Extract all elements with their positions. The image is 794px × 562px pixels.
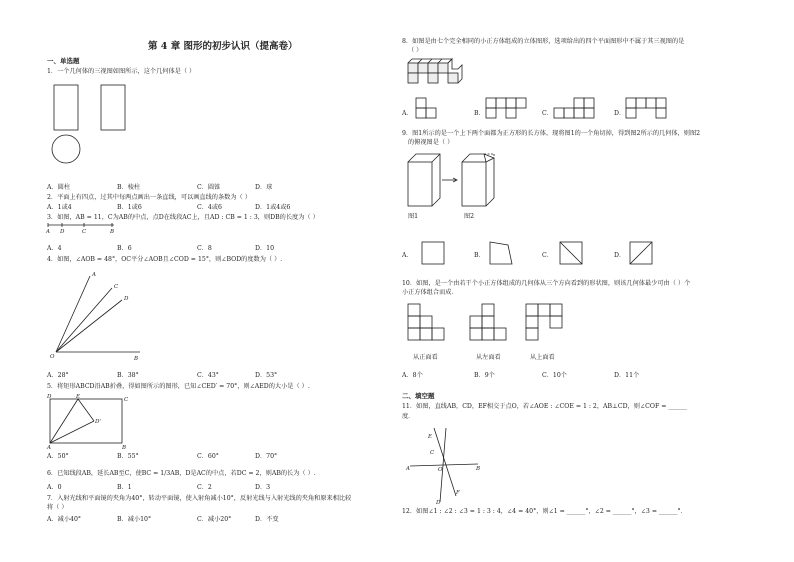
q7-option-c[interactable]: C．减小20° — [197, 516, 232, 523]
q4-label-b: B — [134, 356, 139, 362]
q3-option-d[interactable]: D．10 — [255, 245, 275, 252]
q8-option-a[interactable]: A． — [402, 110, 413, 117]
q5-label-b: B — [122, 445, 127, 451]
q7-option-d[interactable]: D．不变 — [255, 516, 279, 523]
q3-option-b[interactable]: B．6 — [117, 245, 132, 252]
q1-option-d[interactable]: D．球 — [255, 184, 273, 191]
q6-stem: 6．已知线段AB，延长AB至C，使BC = 1/3AB，D是AC的中点，若DC = 2，则AB的长为（ ）. — [47, 470, 316, 477]
q8-option-d[interactable]: D． — [614, 110, 626, 117]
q11-stem: 11．如图，直线AB，CD，EF相交于点O，若∠AOE : ∠COE = 1 : 2，AB⊥CD，则∠COF = ______ — [402, 403, 687, 410]
q9-option-c-figure — [558, 240, 584, 266]
q4-stem: 4．如图，∠AOB = 48°，OC平分∠AOB且∠COD = 15°，则∠BOD的度数为（ ）. — [47, 256, 283, 263]
q4-option-b[interactable]: B．38° — [117, 372, 139, 379]
q5-stem: 5．将矩形ABCD沿AB折叠，得如图所示的图形，已知∠CED′ = 70°，则∠AED的大小是（ ）. — [47, 383, 310, 390]
q5-label-d-prime: D' — [95, 419, 101, 425]
q4-option-a[interactable]: A．28° — [47, 372, 69, 379]
q2-option-d[interactable]: D．1或4或6 — [255, 204, 291, 211]
q10-caption-left: 从左面看 — [476, 354, 501, 361]
q9-option-b[interactable]: B． — [474, 252, 485, 259]
q5-fold-figure — [44, 391, 134, 451]
q5-option-c[interactable]: C．60° — [197, 453, 219, 460]
q4-label-a: A — [92, 272, 96, 278]
q2-option-c[interactable]: C．4或6 — [197, 204, 222, 211]
q10-option-c[interactable]: C．10个 — [542, 372, 567, 379]
q11-label-a: A — [406, 466, 410, 472]
q1-option-b[interactable]: B．棱柱 — [117, 184, 141, 191]
q5-label-e: E — [76, 394, 81, 400]
q4-option-c[interactable]: C．43° — [197, 372, 219, 379]
q4-option-d[interactable]: D．53° — [255, 372, 278, 379]
q4-label-d: D — [124, 296, 129, 302]
q6-option-c[interactable]: C．2 — [197, 484, 212, 491]
q3-label-c: C — [82, 229, 87, 235]
q10-caption-front: 从正面看 — [413, 354, 438, 361]
q1-option-c[interactable]: C．圆锥 — [197, 184, 221, 191]
q11-stem-cont: 度． — [402, 413, 415, 420]
q11-label-o: O — [438, 467, 443, 473]
q5-option-d[interactable]: D．70° — [255, 453, 278, 460]
q8-cube-figure — [404, 55, 466, 93]
q4-label-c: C — [114, 284, 119, 290]
q9-option-a-figure — [420, 240, 446, 266]
q8-option-c[interactable]: C． — [542, 110, 553, 117]
q3-option-c[interactable]: C．8 — [197, 245, 212, 252]
q5-label-c: C — [124, 397, 129, 403]
q2-stem: 2．平面上有四点，过其中每两点画出一条直线，可以画直线的条数为（ ） — [47, 194, 251, 201]
q6-option-b[interactable]: B．1 — [117, 484, 132, 491]
q7-stem-cont: 将（ ） — [47, 504, 68, 511]
q3-label-b: B — [110, 229, 115, 235]
q3-label-d: D — [60, 229, 65, 235]
q10-option-d[interactable]: D．11个 — [614, 372, 640, 379]
q8-option-b-figure — [484, 96, 530, 120]
q8-option-b[interactable]: B． — [474, 110, 485, 117]
q5-option-a[interactable]: A．50° — [47, 453, 69, 460]
section-single-choice: 一、单选题 — [47, 57, 80, 65]
q9-caption-fig2: 图2 — [464, 213, 475, 220]
q8-option-c-figure — [552, 96, 598, 120]
q3-stem: 3．如图，AB = 11，C为AB的中点，点D在线段AC上，且AD : CB = 1 : 3，则DB的长度为（ ） — [47, 214, 319, 221]
q9-option-b-figure — [488, 240, 514, 266]
q12-stem: 12．如图∠1 : ∠2 : ∠3 = 1 : 3 : 4，∠4 = 40°，则∠1 = ______°，∠2 = ______°，∠3 = ______°． — [402, 508, 687, 515]
section-fill-in: 二、填空题 — [402, 392, 435, 400]
q8-option-a-figure — [414, 96, 438, 120]
q10-option-b[interactable]: B．9个 — [474, 372, 495, 379]
q2-option-b[interactable]: B．1或6 — [117, 204, 142, 211]
q4-label-o: O — [50, 354, 55, 360]
q3-label-a: A — [46, 229, 50, 235]
q5-label-d: D — [47, 394, 52, 400]
q11-label-d: D — [436, 500, 441, 506]
q1-option-a[interactable]: A．圆柱 — [47, 184, 71, 191]
q5-label-a: A — [47, 445, 51, 451]
q9-stem: 9．图1所示的是一个上下两个面都为正方形的长方体，现将图1的一个角切掉，得到图2所示的几何体，则图2 — [402, 130, 701, 137]
q5-option-b[interactable]: B．55° — [117, 453, 139, 460]
q8-option-d-figure — [624, 96, 670, 120]
q9-stem-cont: 的俯视图是（ ） — [408, 139, 454, 146]
q8-stem: 8．如图是由七个完全相同的小正方体组成的立体图形，选项给出的四个平面图形中不属于其三视图的是 — [402, 38, 685, 45]
q6-option-a[interactable]: A．0 — [47, 484, 62, 491]
q10-stem: 10．如图，是一个由若干个小正方体组成的几何体从三个方向看到的形状图，则该几何体最少可由（ ）个 — [402, 280, 691, 287]
q6-option-d[interactable]: D．3 — [255, 484, 271, 491]
q3-option-a[interactable]: A．4 — [47, 245, 62, 252]
q11-label-b: B — [476, 466, 481, 472]
q11-label-c: C — [430, 450, 435, 456]
q1-three-views-figure — [48, 80, 138, 170]
q3-segment-figure — [46, 222, 116, 234]
q9-cuboid-figure — [402, 148, 502, 210]
q8-stem-cont: （ ） — [408, 47, 423, 54]
q9-option-d-figure — [628, 240, 654, 266]
q7-stem: 7．入射光线和平面镜的夹角为40°，转动平面镜，使入射角减小10°，反射光线与入射光线的夹角和原来相比较 — [47, 495, 352, 502]
q9-option-a[interactable]: A． — [402, 252, 413, 259]
page-title: 第 4 章 图形的初步认识（提高卷） — [148, 41, 298, 52]
q11-label-e: E — [428, 434, 433, 440]
q4-angle-figure — [48, 268, 148, 362]
q9-option-d[interactable]: D． — [614, 252, 626, 259]
q10-caption-top: 从上面看 — [530, 354, 555, 361]
q1-stem: 1．一个几何体的三视图如图所示，这个几何体是（ ） — [47, 68, 196, 75]
q2-option-a[interactable]: A．1或4 — [47, 204, 72, 211]
q7-option-a[interactable]: A．减小40° — [47, 516, 81, 523]
q7-option-b[interactable]: B．减小10° — [117, 516, 152, 523]
q11-lines-figure — [404, 424, 484, 506]
q10-views-figure — [406, 302, 576, 352]
q9-option-c[interactable]: C． — [542, 252, 553, 259]
q9-caption-fig1: 图1 — [408, 213, 419, 220]
q11-label-f: F — [456, 490, 460, 496]
q10-stem-cont: 小正方体组合而成． — [402, 289, 458, 296]
q10-option-a[interactable]: A．8个 — [402, 372, 423, 379]
